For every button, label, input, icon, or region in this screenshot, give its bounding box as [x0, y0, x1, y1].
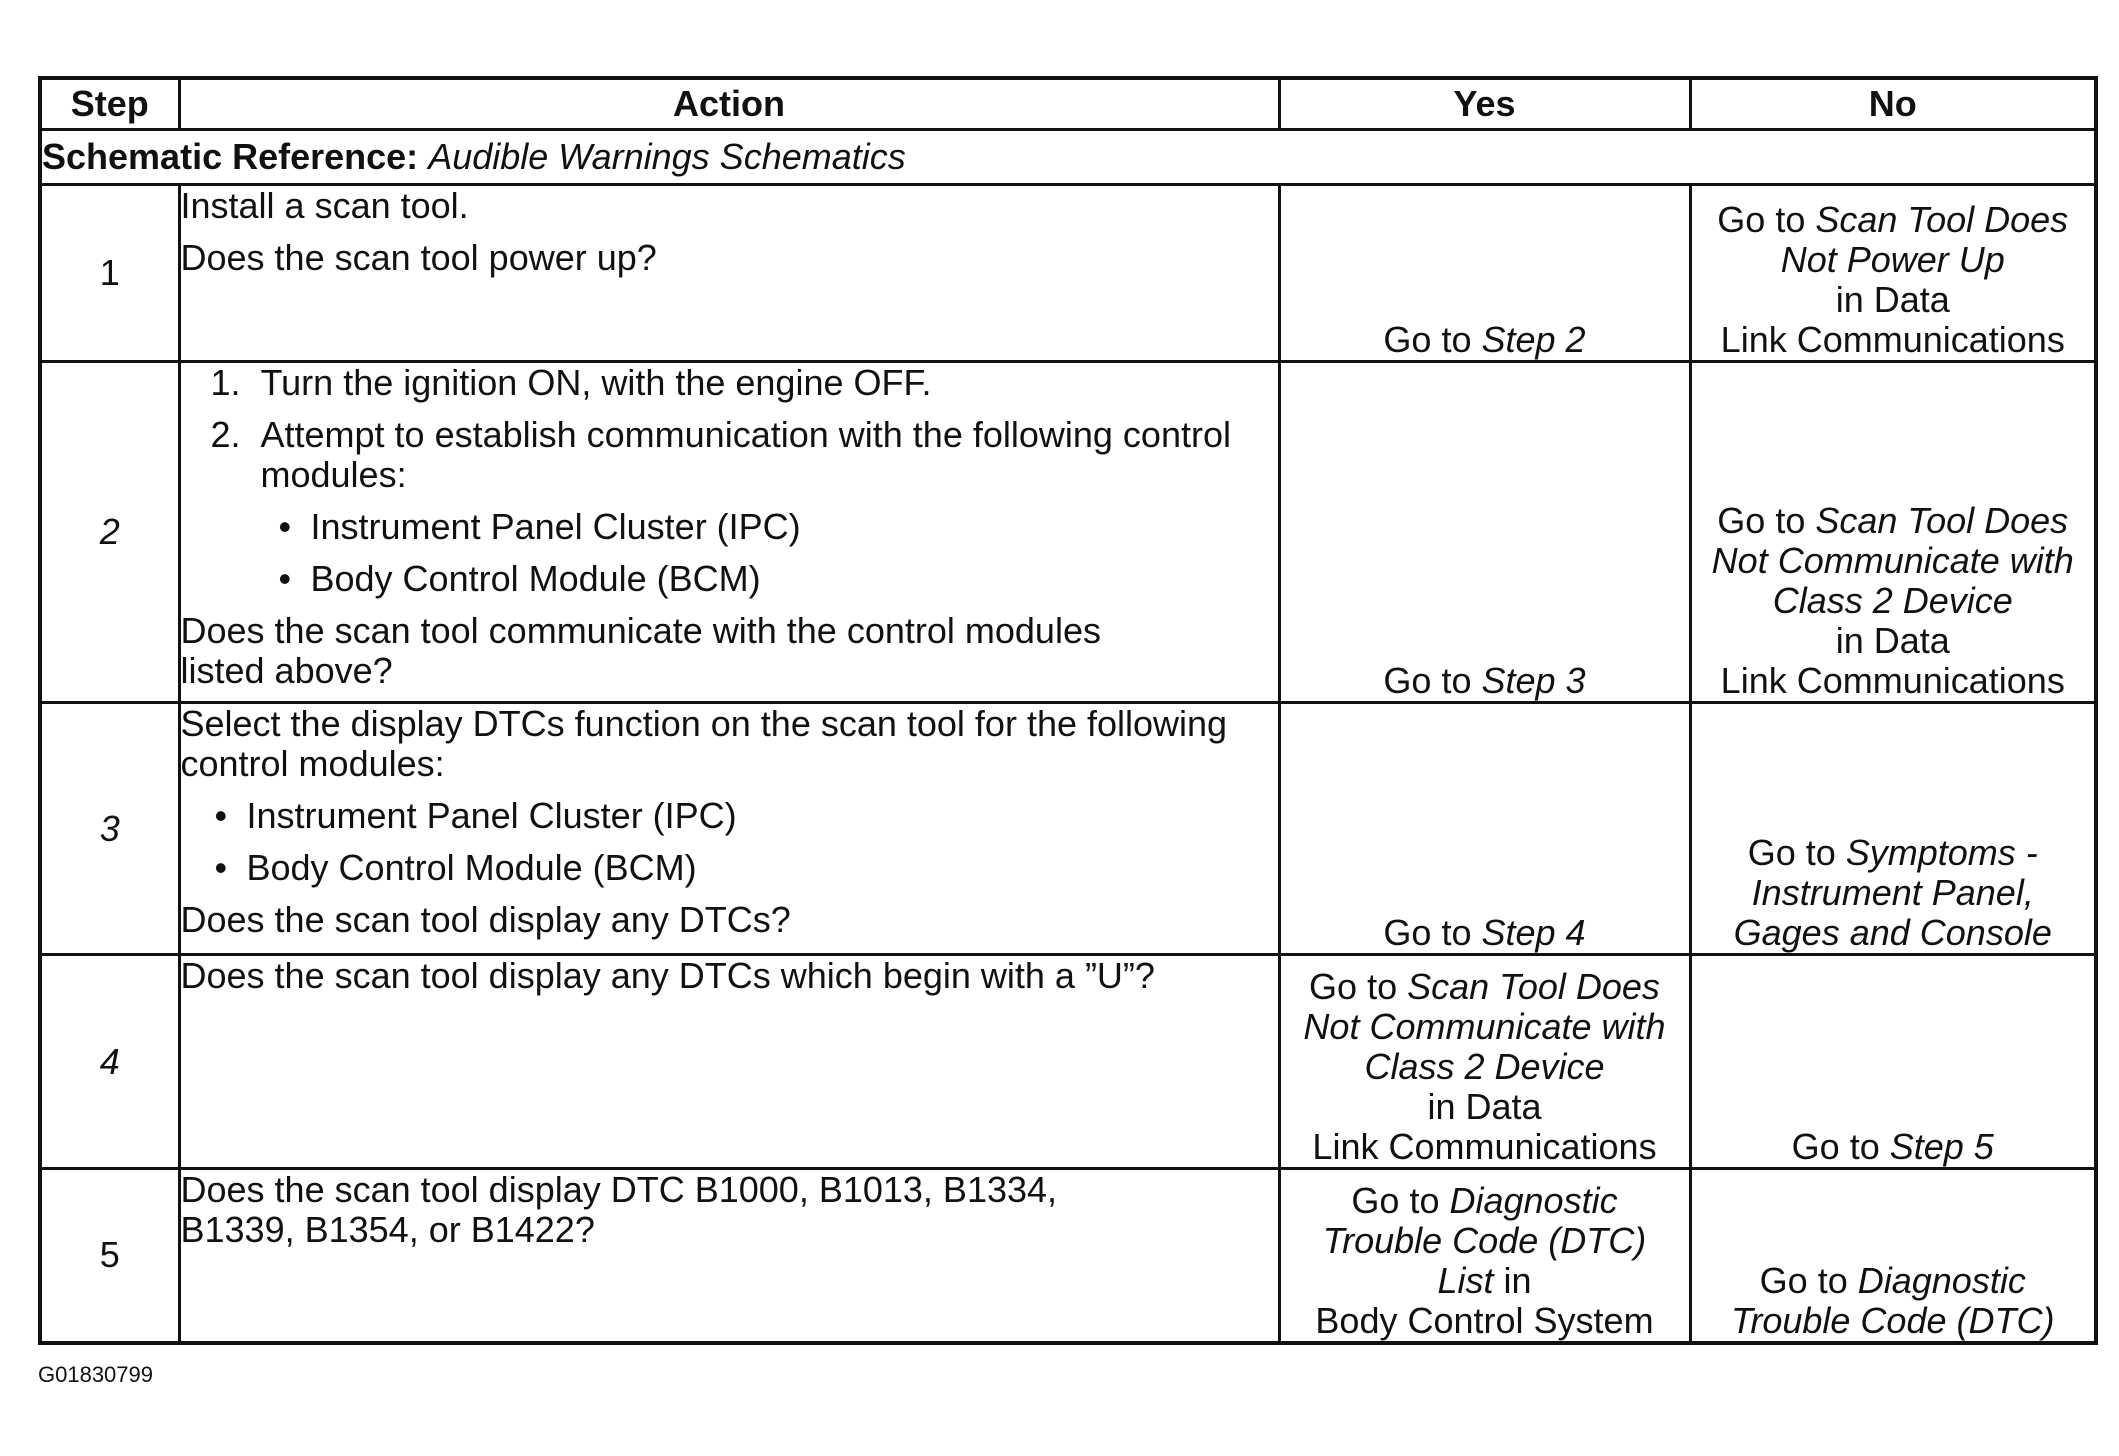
diagnostic-table: [38, 76, 2098, 1345]
yes-link[interactable]: Step 3: [1481, 660, 1586, 701]
item-number: 1.: [210, 362, 241, 403]
yes-cell: [1279, 1169, 1690, 1343]
action-question: Does the scan tool communicate with the control modules listed above?: [180, 610, 1101, 691]
step-number: 4: [40, 955, 179, 1169]
item-number: 2.: [210, 414, 241, 455]
no-cell: [1690, 362, 2096, 703]
numbered-item: [181, 415, 1278, 495]
action-cell: [179, 1169, 1279, 1343]
no-cell: [1690, 703, 2096, 955]
step-row-1: [40, 185, 2096, 362]
step-number: 3: [40, 703, 179, 955]
yes-link[interactable]: Step 2: [1481, 319, 1586, 360]
action-question: Does the scan tool display any DTCs which begin with a ”U”?: [180, 955, 1155, 996]
yes-link[interactable]: Class 2 Device: [1364, 1046, 1605, 1087]
no-prefix: Go to: [1747, 832, 1846, 873]
step-number: 1: [40, 185, 179, 362]
no-link[interactable]: Scan Tool Does: [1815, 500, 2069, 541]
step-number: 5: [40, 1169, 179, 1343]
action-cell: [179, 703, 1279, 955]
bullet-item: [181, 507, 1278, 547]
no-suffix: in Data: [1835, 279, 1950, 320]
no-link[interactable]: Not Communicate with: [1711, 540, 2074, 581]
header-row: [40, 78, 2096, 130]
bullet-text: Instrument Panel Cluster (IPC): [246, 795, 737, 836]
action-cell: [179, 185, 1279, 362]
yes-link[interactable]: Scan Tool Does: [1407, 966, 1660, 1007]
schematic-reference-label: Schematic Reference:: [42, 136, 419, 177]
action-instruction: Install a scan tool.: [180, 185, 469, 226]
header-yes: Yes: [1279, 78, 1690, 130]
no-link[interactable]: Instrument Panel,: [1751, 872, 2034, 913]
yes-suffix: in Data: [1427, 1086, 1542, 1127]
no-link[interactable]: Trouble Code (DTC): [1731, 1299, 2055, 1341]
yes-suffix: in: [1493, 1259, 1532, 1301]
yes-link[interactable]: Step 4: [1481, 912, 1586, 953]
action-question: Does the scan tool display DTC B1000, B1013, B1334, B1339, B1354, or B1422?: [180, 1169, 1058, 1250]
bullet-icon: •: [214, 847, 228, 888]
yes-prefix: Go to: [1383, 319, 1482, 360]
bullet-icon: •: [278, 506, 292, 547]
header-step: Step: [40, 78, 179, 130]
schematic-reference-row: [40, 130, 2096, 185]
step-row-3: [40, 703, 2096, 955]
no-link[interactable]: Symptoms -: [1845, 832, 2038, 873]
yes-suffix: Body Control System: [1315, 1299, 1654, 1341]
yes-prefix: Go to: [1309, 966, 1408, 1007]
yes-prefix: Go to: [1351, 1179, 1450, 1221]
no-link[interactable]: Scan Tool Does: [1815, 199, 2069, 240]
step-row-4: [40, 955, 2096, 1169]
no-suffix: Link Communications: [1720, 660, 2065, 701]
no-link[interactable]: Diagnostic: [1857, 1259, 2026, 1301]
no-cell: [1690, 1169, 2096, 1343]
action-cell: [179, 955, 1279, 1169]
action-question: Does the scan tool display any DTCs?: [180, 899, 791, 940]
no-suffix: Link Communications: [1720, 319, 2065, 360]
yes-link[interactable]: Not Communicate with: [1303, 1006, 1666, 1047]
no-link[interactable]: Gages and Console: [1733, 912, 2052, 953]
no-suffix: in Data: [1835, 620, 1950, 661]
bullet-text: Body Control Module (BCM): [246, 847, 697, 888]
bullet-item: [181, 559, 1278, 599]
header-no: No: [1690, 78, 2096, 130]
no-prefix: Go to: [1791, 1126, 1890, 1167]
step-row-2: [40, 362, 2096, 703]
bullet-item: [181, 796, 1278, 836]
item-text: Attempt to establish communication with the following control modules:: [260, 414, 1231, 495]
action-cell: [179, 362, 1279, 703]
yes-suffix: Link Communications: [1312, 1126, 1657, 1167]
yes-cell: [1279, 362, 1690, 703]
item-text: Turn the ignition ON, with the engine OFF.: [260, 362, 932, 403]
no-prefix: Go to: [1717, 199, 1816, 240]
action-instruction: Select the display DTCs function on the scan tool for the following control modules:: [180, 703, 1228, 784]
yes-link[interactable]: Trouble Code (DTC): [1322, 1219, 1647, 1261]
yes-cell: [1279, 703, 1690, 955]
yes-link[interactable]: List: [1437, 1259, 1494, 1301]
yes-cell: [1279, 185, 1690, 362]
bullet-item: [181, 848, 1278, 888]
no-prefix: Go to: [1717, 500, 1816, 541]
no-link[interactable]: Class 2 Device: [1772, 580, 2013, 621]
bullet-icon: •: [214, 795, 228, 836]
step-row-5: [40, 1169, 2096, 1343]
bullet-icon: •: [278, 558, 292, 599]
schematic-reference: [40, 130, 2096, 185]
step-number: 2: [40, 362, 179, 703]
yes-prefix: Go to: [1383, 912, 1482, 953]
no-link[interactable]: Not Power Up: [1780, 239, 2005, 280]
no-link[interactable]: Step 5: [1889, 1126, 1994, 1167]
yes-link[interactable]: Diagnostic: [1449, 1179, 1618, 1221]
figure-id: G01830799: [38, 1362, 153, 1387]
schematic-reference-link[interactable]: Audible Warnings Schematics: [428, 136, 906, 177]
yes-cell: [1279, 955, 1690, 1169]
no-prefix: Go to: [1759, 1259, 1858, 1301]
yes-prefix: Go to: [1383, 660, 1482, 701]
diagnostic-document: [38, 76, 2094, 1345]
bullet-text: Instrument Panel Cluster (IPC): [310, 506, 801, 547]
no-cell: [1690, 185, 2096, 362]
numbered-item: [181, 363, 1278, 403]
bullet-text: Body Control Module (BCM): [310, 558, 761, 599]
header-action: Action: [179, 78, 1279, 130]
action-question: Does the scan tool power up?: [180, 237, 657, 278]
no-cell: [1690, 955, 2096, 1169]
